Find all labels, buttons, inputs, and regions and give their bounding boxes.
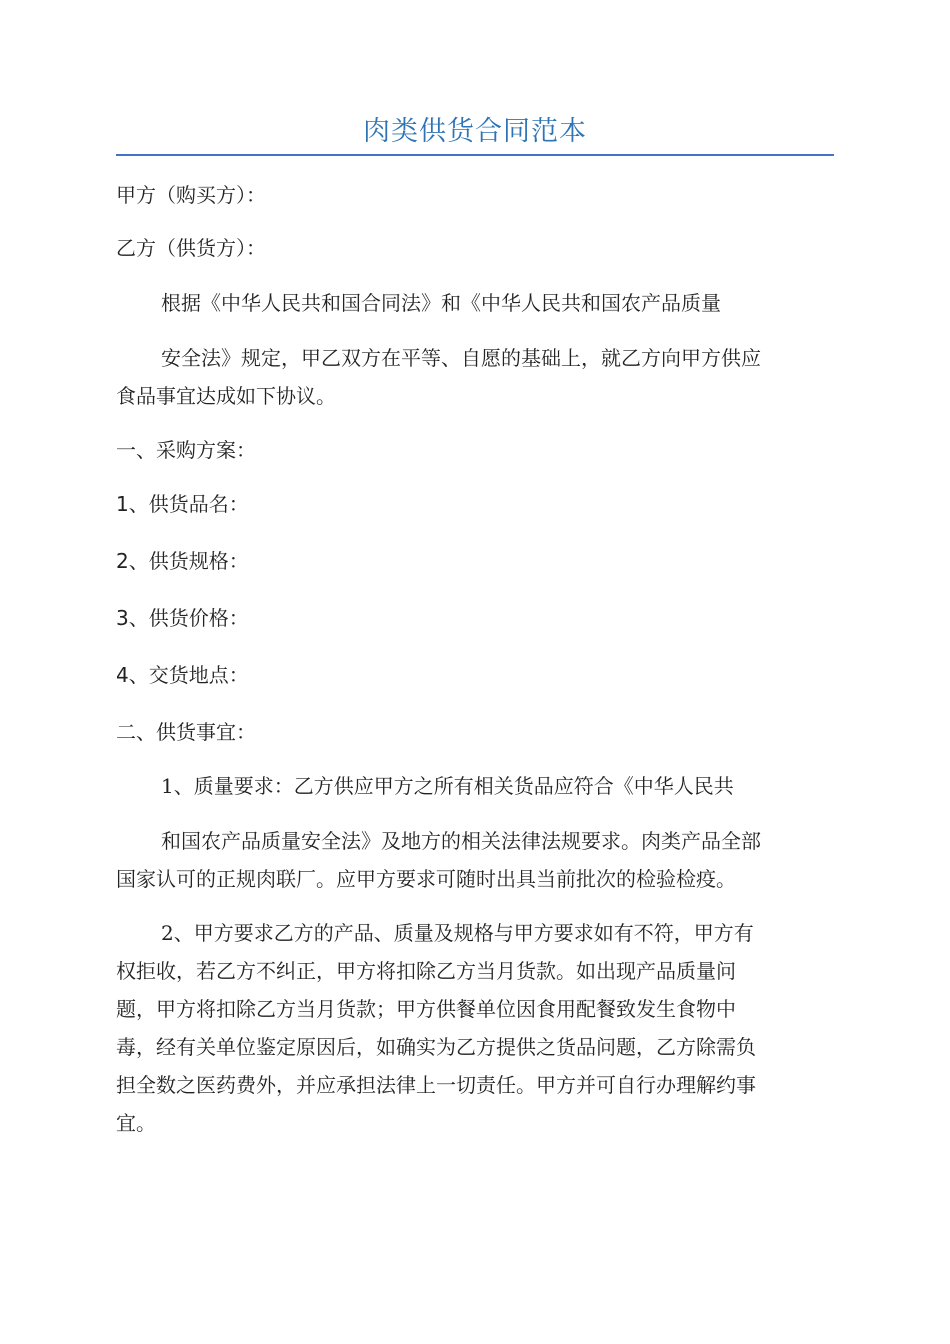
clause-1-line-3: 国家认可的正规肉联厂。应甲方要求可随时出具当前批次的检验检疫。	[116, 867, 736, 891]
preamble-line-2: 安全法》规定，甲乙双方在平等、自愿的基础上，就乙方向甲方供应	[161, 346, 761, 370]
clause-2-line: 权拒收，若乙方不纠正，甲方将扣除乙方当月货款。如出现产品质量问	[116, 959, 736, 983]
list-item-number: 1	[116, 492, 129, 516]
clause-2-line: 毒，经有关单位鉴定原因后，如确实为乙方提供之货品问题，乙方除需负	[116, 1035, 756, 1059]
list-item	[116, 485, 834, 523]
clause-2-line: 担全数之医药费外，并应承担法律上一切责任。甲方并可自行办理解约事	[116, 1073, 756, 1097]
list-item	[116, 656, 834, 694]
preamble-line-3: 食品事宜达成如下协议。	[116, 384, 336, 408]
list-item-number: 2	[116, 549, 129, 573]
list-item	[116, 542, 834, 580]
list-item-label: 、供货规格：	[128, 549, 249, 573]
section-1-heading: 一、采购方案：	[116, 438, 256, 462]
list-item-number: 3	[116, 606, 129, 630]
title-underline	[116, 154, 834, 156]
party-a-label: 甲方（购买方）：	[116, 183, 266, 207]
clause-1-line-1: 1、质量要求：乙方供应甲方之所有相关货品应符合《中华人民共	[161, 774, 734, 798]
party-b-label: 乙方（供货方）：	[116, 236, 266, 260]
list-item-label: 、交货地点：	[128, 663, 249, 687]
clause-2-line: 题，甲方将扣除乙方当月货款；甲方供餐单位因食用配餐致发生食物中	[116, 997, 736, 1021]
list-item-label: 、供货品名：	[128, 492, 249, 516]
clause-2-line: 宜。	[116, 1111, 156, 1135]
list-item	[116, 599, 834, 637]
preamble-line-1: 根据《中华人民共和国合同法》和《中华人民共和国农产品质量	[161, 291, 721, 315]
list-item-label: 、供货价格：	[128, 606, 249, 630]
clause-1-line-2: 和国农产品质量安全法》及地方的相关法律法规要求。肉类产品全部	[161, 829, 761, 853]
section-2-heading: 二、供货事宜：	[116, 720, 256, 744]
clause-2-line: 2、甲方要求乙方的产品、质量及规格与甲方要求如有不符，甲方有	[161, 921, 754, 945]
document-title: 肉类供货合同范本	[363, 116, 587, 147]
list-item-number: 4	[116, 663, 129, 687]
